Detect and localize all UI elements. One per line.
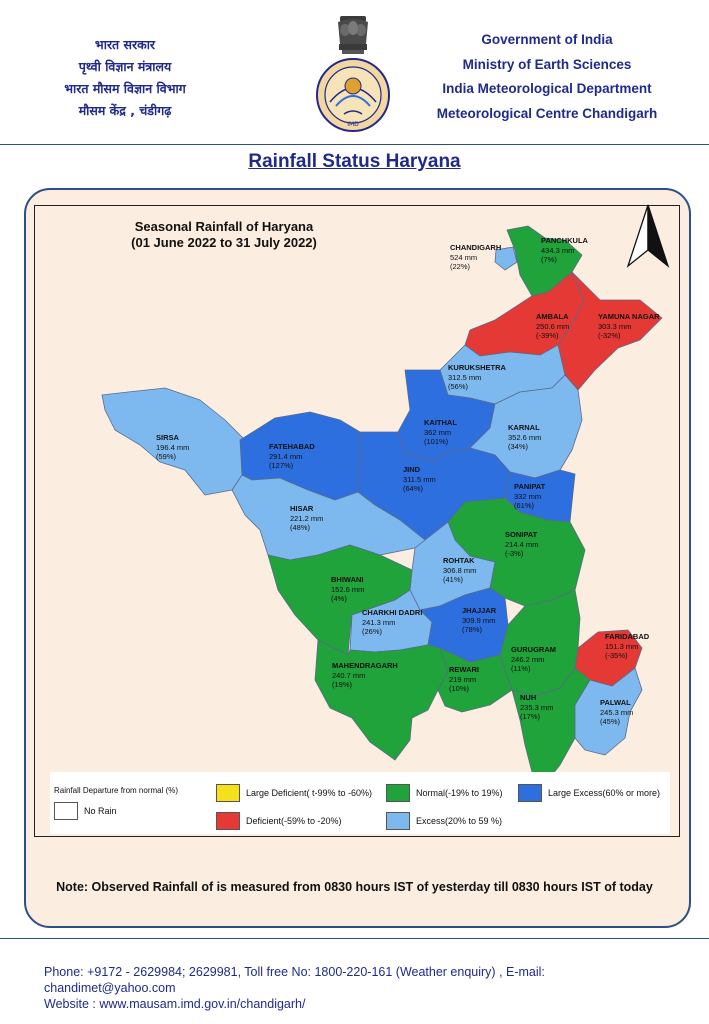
- district-label-yamuna-nagar: [598, 312, 660, 341]
- legend-item-large-excess: [518, 784, 660, 802]
- district-rain: 291.4 mm: [269, 451, 303, 461]
- district-label-hisar: [290, 504, 323, 533]
- district-rain: 151.3 mm: [605, 641, 639, 651]
- legend-item-deficient: [216, 812, 342, 830]
- map-title: [84, 219, 364, 251]
- district-name: CHARKHI DADRI: [362, 608, 423, 617]
- district-rain: 214.4 mm: [505, 539, 539, 549]
- district-dep: (11%): [511, 664, 531, 673]
- district-dep: (-39%): [536, 331, 559, 340]
- legend-swatch: [216, 784, 240, 802]
- legend-item-excess: [386, 812, 502, 830]
- district-name: PANIPAT: [514, 482, 546, 491]
- english-line: Meteorological Centre Chandigarh: [436, 105, 658, 121]
- district-dep: (-3%): [505, 549, 524, 558]
- footer-email[interactable]: chandimet@yahoo.com: [44, 981, 176, 995]
- district-rain: 352.6 mm: [508, 432, 542, 442]
- legend-label: Excess(20% to 59 %): [416, 816, 503, 826]
- district-rain: 303.3 mm: [598, 321, 632, 331]
- district-name: NUH: [520, 693, 537, 702]
- legend-item-no-rain: [54, 802, 117, 820]
- district-name: PANCHKULA: [541, 236, 588, 245]
- legend-label: Deficient(-59% to -20%): [246, 816, 342, 826]
- district-label-palwal: [600, 698, 633, 727]
- district-dep: (41%): [443, 575, 464, 584]
- district-label-chandigarh: [450, 243, 501, 272]
- district-dep: (56%): [448, 382, 469, 391]
- district-name: KURUKSHETRA: [448, 363, 506, 372]
- english-line: Ministry of Earth Sciences: [462, 56, 632, 72]
- district-rain: 240.7 mm: [332, 670, 366, 680]
- district-name: JHAJJAR: [462, 606, 497, 615]
- english-line: Government of India: [481, 32, 613, 47]
- district-rain: 311.5 mm: [403, 474, 436, 484]
- district-label-ambala: [536, 312, 569, 341]
- district-name: FARIDABAD: [605, 632, 650, 641]
- district-name: FATEHABAD: [269, 442, 315, 451]
- district-label-sirsa: [156, 433, 189, 462]
- district-dep: (-35%): [605, 651, 628, 660]
- district-label-panchkula: [541, 236, 588, 265]
- district-name: MAHENDRAGARH: [332, 661, 398, 670]
- hindi-line: पृथ्वी विज्ञान मंत्रालय: [78, 59, 172, 74]
- district-name: REWARI: [449, 665, 479, 674]
- district-name: HISAR: [290, 504, 314, 513]
- district-dep: (45%): [600, 717, 621, 726]
- district-rain: 241.3 mm: [362, 617, 396, 627]
- legend-item-large-deficient: [216, 784, 372, 802]
- district-label-nuh: [520, 693, 553, 722]
- observation-note: Note: Observed Rainfall of is measured from 0830 hours IST of yesterday till 0830 hours IST of today: [56, 880, 653, 894]
- district-name: SIRSA: [156, 433, 179, 442]
- legend-label: Normal(-19% to 19%): [416, 788, 503, 798]
- district-label-karnal: [508, 423, 541, 452]
- district-label-mahendragarh: [332, 661, 398, 690]
- footer-divider: [0, 938, 709, 939]
- legend: [50, 772, 670, 834]
- district-name: JIND: [403, 465, 421, 474]
- legend-swatch: [518, 784, 542, 802]
- map-title-line2: (01 June 2022 to 31 July 2022): [131, 235, 317, 250]
- district-dep: (78%): [462, 625, 483, 634]
- district-rain: 196.4 mm: [156, 442, 190, 452]
- district-rain: 152.6 mm: [331, 584, 365, 594]
- district-dep: (4%): [331, 594, 347, 603]
- legend-label: No Rain: [84, 806, 117, 816]
- district-name: PALWAL: [600, 698, 631, 707]
- district-rain: 245.3 mm: [600, 707, 634, 717]
- district-dep: (-32%): [598, 331, 621, 340]
- district-name: KARNAL: [508, 423, 540, 432]
- svg-text:IMD: IMD: [347, 121, 359, 128]
- footer-contact: [44, 964, 684, 1012]
- legend-swatch: [54, 802, 78, 820]
- district-mahendragarh: [315, 640, 448, 760]
- district-rain: 434.3 mm: [541, 245, 575, 255]
- district-rain: 221.2 mm: [290, 513, 324, 523]
- district-label-panipat: [514, 482, 545, 511]
- district-dep: (19%): [332, 680, 353, 689]
- district-rain: 524 mm: [450, 252, 478, 262]
- district-rain: 362 mm: [424, 427, 452, 437]
- legend-swatch: [386, 812, 410, 830]
- page-title: Rainfall Status Haryana: [248, 151, 461, 172]
- district-dep: (64%): [403, 484, 424, 493]
- district-rain: 235.3 mm: [520, 702, 554, 712]
- district-rain: 306.8 mm: [443, 565, 477, 575]
- district-dep: (26%): [362, 627, 383, 636]
- hindi-line: भारत सरकार: [94, 37, 156, 52]
- district-dep: (48%): [290, 523, 311, 532]
- district-rain: 246.2 mm: [511, 654, 545, 664]
- footer-website[interactable]: Website : www.mausam.imd.gov.in/chandigarh/: [44, 997, 306, 1011]
- map-title-line1: Seasonal Rainfall of Haryana: [134, 219, 314, 234]
- district-name: AMBALA: [536, 312, 569, 321]
- legend-label: Large Deficient( t-99% to -60%): [246, 788, 373, 798]
- district-dep: (34%): [508, 442, 529, 451]
- district-name: BHIWANI: [331, 575, 364, 584]
- district-label-bhiwani: [331, 575, 364, 604]
- district-label-sonipat: [505, 530, 538, 559]
- district-dep: (17%): [520, 712, 541, 721]
- district-rain: 332 mm: [514, 491, 542, 501]
- district-name: CHANDIGARH: [450, 243, 502, 252]
- hindi-line: मौसम केंद्र , चंडीगढ़: [78, 103, 172, 118]
- district-dep: (127%): [269, 461, 294, 470]
- district-rain: 219 mm: [449, 674, 477, 684]
- legend-swatch: [386, 784, 410, 802]
- north-arrow-icon: [628, 205, 668, 266]
- district-rain: 309.9 mm: [462, 615, 496, 625]
- district-rain: 312.5 mm: [448, 372, 482, 382]
- legend-swatch: [216, 812, 240, 830]
- district-dep: (7%): [541, 255, 557, 264]
- district-rain: 250.6 mm: [536, 321, 570, 331]
- district-dep: (61%): [514, 501, 535, 510]
- district-name: GURUGRAM: [511, 645, 556, 654]
- district-label-fatehabad: [269, 442, 315, 471]
- district-label-kurukshetra: [448, 363, 506, 392]
- district-label-charkhi-dadri: [362, 608, 422, 637]
- district-name: ROHTAK: [443, 556, 475, 565]
- district-dep: (59%): [156, 452, 177, 461]
- district-name: SONIPAT: [505, 530, 538, 539]
- district-label-kaithal: [424, 418, 457, 447]
- hindi-line: भारत मौसम विज्ञान विभाग: [64, 81, 186, 96]
- district-label-faridabad: [605, 632, 649, 661]
- legend-label: Large Excess(60% or more): [548, 788, 661, 798]
- district-name: KAITHAL: [424, 418, 457, 427]
- district-dep: (22%): [450, 262, 471, 271]
- district-label-gurugram: [511, 645, 556, 674]
- district-label-rewari: [449, 665, 479, 694]
- english-line: India Meteorological Department: [442, 81, 652, 96]
- district-dep: (101%): [424, 437, 449, 446]
- district-label-jhajjar: [462, 606, 496, 635]
- footer-phone: Phone: +9172 - 2629984; 2629981, Toll free No: 1800-220-161 (Weather enquiry) , E-mail:: [44, 965, 545, 979]
- district-label-jind: [403, 465, 436, 494]
- district-label-rohtak: [443, 556, 476, 585]
- district-dep: (10%): [449, 684, 470, 693]
- district-name: YAMUNA NAGAR: [598, 312, 660, 321]
- legend-item-normal: [386, 784, 503, 802]
- legend-title: Rainfall Departure from normal (%): [54, 786, 179, 795]
